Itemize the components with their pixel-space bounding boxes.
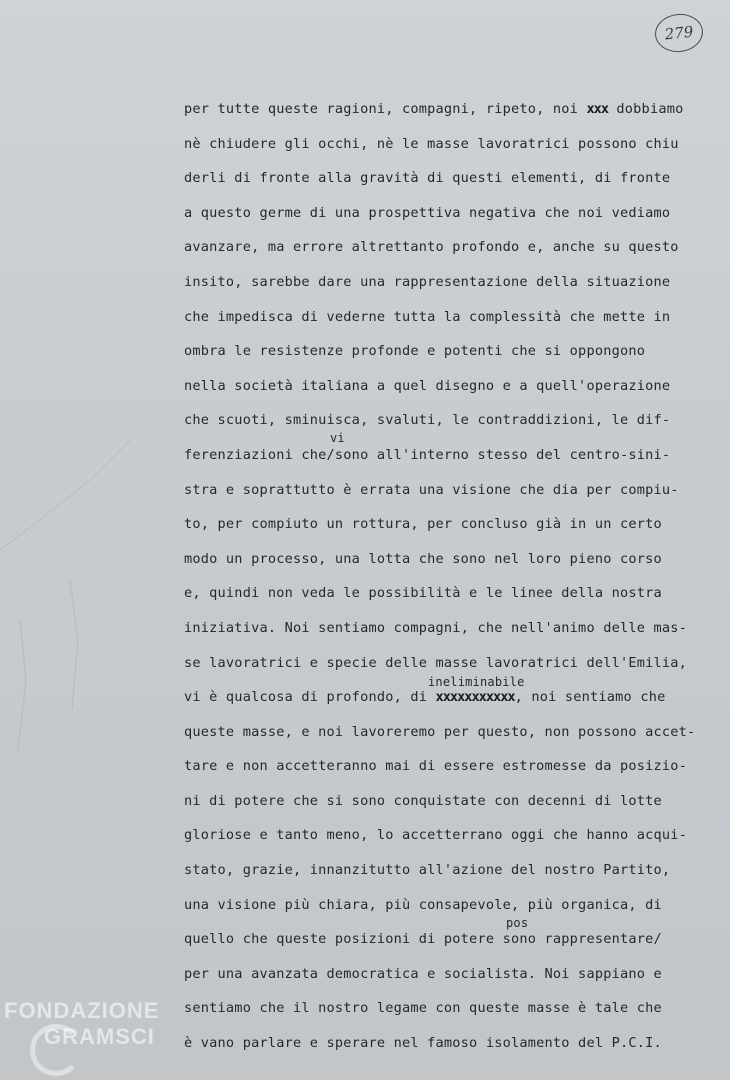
text-line: vi ferenziazioni che/sono all'interno stesso del centro-sini- [184, 438, 730, 473]
interlinear-insertion: ineliminabile [428, 675, 525, 690]
archive-watermark [4, 998, 184, 1050]
text-line: che scuoti, sminuisca, svaluti, le contraddizioni, le dif- [184, 412, 671, 429]
text-line: che impedisca di vederne tutta la complessità che mette in [184, 308, 671, 325]
typewritten-text [184, 92, 730, 1061]
text-line: pos quello che queste posizioni di potere sono rappresentare/ [184, 922, 730, 957]
text-line: per tutte queste ragioni, compagni, ripeto, noi xxx dobbiamo [184, 92, 730, 127]
watermark-line-2: GRAMSCI [44, 1024, 155, 1049]
text-line: queste masse, e noi lavoreremo per questo, non possono accet- [184, 723, 696, 740]
text-line: modo un processo, una lotta che sono nel loro pieno corso [184, 550, 662, 567]
text-line: ombra le resistenze profonde e potenti che si oppongono [184, 343, 646, 360]
text-line: per una avanzata democratica e socialista. Noi sappiano e [184, 965, 662, 982]
text-line: se lavoratrici e specie delle masse lavoratrici dell'Emilia, [184, 654, 688, 671]
watermark-logo-icon [30, 1024, 82, 1076]
text-line: nella società italiana a quel disegno e a quell'operazione [184, 377, 671, 394]
interlinear-insertion: pos [506, 916, 529, 931]
paper-crease-marks [0, 420, 140, 840]
text-line: a questo germe di una prospettiva negativa che noi vediamo [184, 204, 671, 221]
watermark-line-1: FONDAZIONE [4, 998, 160, 1023]
text-line: stato, grazie, innanzitutto all'azione del nostro Partito, [184, 862, 671, 879]
text-line: avanzare, ma errore altrettanto profondo e, anche su questo [184, 239, 679, 256]
text-line: ni di potere che si sono conquistate con decenni di lotte [184, 792, 662, 809]
text-line: è vano parlare e sperare nel famoso isolamento del P.C.I. [184, 1035, 662, 1052]
text-line: ineliminabile vi è qualcosa di profondo, di xxxxxxxxxxx, noi sentiamo che [184, 680, 730, 715]
text-line: sentiamo che il nostro legame con queste masse è tale che [184, 1000, 662, 1017]
text-line: una visione più chiara, più consapevole, più organica, di [184, 896, 662, 913]
text-line: gloriose e tanto meno, lo accetterrano oggi che hanno acqui- [184, 827, 688, 844]
page-number-stamp: 279 [653, 12, 705, 55]
text-line: iniziativa. Noi sentiamo compagni, che nell'animo delle mas- [184, 619, 688, 636]
interlinear-insertion: vi [330, 430, 345, 445]
text-line: stra e soprattutto è errata una visione che dia per compiu- [184, 481, 679, 498]
text-line: derli di fronte alla gravità di questi elementi, di fronte [184, 170, 671, 187]
struck-out-text: xxx [586, 101, 609, 117]
text-line: e, quindi non veda le possibilità e le linee della nostra [184, 585, 662, 602]
text-line: tare e non accetteranno mai di essere estromesse da posizio- [184, 758, 688, 775]
text-line: nè chiudere gli occhi, nè le masse lavoratrici possono chiu [184, 135, 679, 152]
text-line: to, per compiuto un rottura, per concluso già in un certo [184, 516, 662, 533]
struck-out-text: xxxxxxxxxxx [435, 689, 515, 706]
text-line: insito, sarebbe dare una rappresentazione della situazione [184, 273, 671, 290]
